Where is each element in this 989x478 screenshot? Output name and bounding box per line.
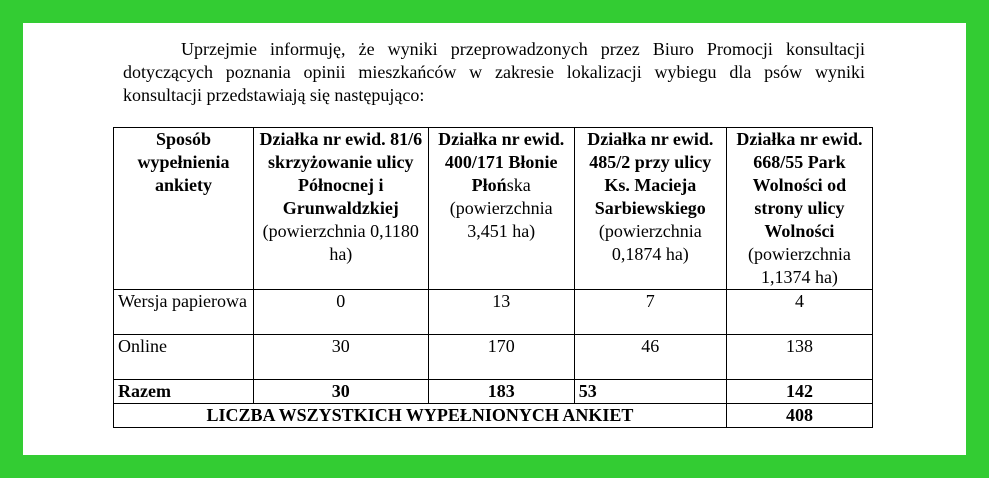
header-plot-668-55-title: Działka nr ewid. 668/55 Park Wolności od strony ulicy Wolności xyxy=(736,129,863,241)
table-row-online xyxy=(114,335,873,380)
cell-total-plot-1: 30 xyxy=(253,380,428,404)
cell-total-plot-2: 183 xyxy=(428,380,574,404)
header-plot-400-171-title-tail: ska xyxy=(506,175,531,195)
document-page xyxy=(23,23,966,455)
table-row-total xyxy=(114,380,873,404)
header-plot-668-55-area: (powierzchnia 1,1374 ha) xyxy=(747,244,851,287)
header-plot-485-2 xyxy=(574,128,726,290)
grand-total-label: LICZBA WSZYSTKICH WYPEŁNIONYCH ANKIET xyxy=(114,404,727,428)
grand-total-value: 408 xyxy=(726,404,872,428)
header-plot-81-6 xyxy=(253,128,428,290)
cell-online-plot-1: 30 xyxy=(253,335,428,380)
cell-paper-plot-3: 7 xyxy=(574,290,726,335)
header-plot-81-6-area: (powierzchnia 0,1180 ha) xyxy=(262,221,419,264)
row-label-online: Online xyxy=(114,335,254,380)
cell-online-plot-4: 138 xyxy=(726,335,872,380)
row-label-total: Razem xyxy=(114,380,254,404)
header-plot-485-2-title: Działka nr ewid. 485/2 przy ulicy Ks. Macieja Sarbiewskiego xyxy=(587,129,714,218)
intro-paragraph: Uprzejmie informuję, że wyniki przeprowadzonych przez Biuro Promocji konsultacji dotyczących poznania opinii mieszkańców w zakresie lokalizacji wybiegu dla psów wyniki konsultacji przedstawiają się następująco: xyxy=(123,39,865,105)
header-plot-400-171-title: Działka nr ewid. 400/171 Błonie Płoń xyxy=(438,129,565,195)
table-header-row xyxy=(114,128,873,290)
cell-paper-plot-1: 0 xyxy=(253,290,428,335)
header-plot-400-171-area: (powierzchnia 3,451 ha) xyxy=(449,198,553,241)
row-label-paper: Wersja papierowa xyxy=(114,290,254,335)
cell-paper-plot-4: 4 xyxy=(726,290,872,335)
header-plot-668-55 xyxy=(726,128,872,290)
header-plot-400-171 xyxy=(428,128,574,290)
header-plot-485-2-area: (powierzchnia 0,1874 ha) xyxy=(598,221,702,264)
cell-total-plot-3: 53 xyxy=(574,380,726,404)
cell-online-plot-3: 46 xyxy=(574,335,726,380)
table-row-paper xyxy=(114,290,873,335)
table-row-grand-total xyxy=(114,404,873,428)
results-table xyxy=(113,127,873,428)
header-plot-81-6-title: Działka nr ewid. 81/6 skrzyżowanie ulicy Północnej i Grunwaldzkiej xyxy=(259,129,423,218)
cell-total-plot-4: 142 xyxy=(726,380,872,404)
cell-online-plot-2: 170 xyxy=(428,335,574,380)
header-method: Sposób wypełnienia ankiety xyxy=(114,128,254,290)
cell-paper-plot-2: 13 xyxy=(428,290,574,335)
